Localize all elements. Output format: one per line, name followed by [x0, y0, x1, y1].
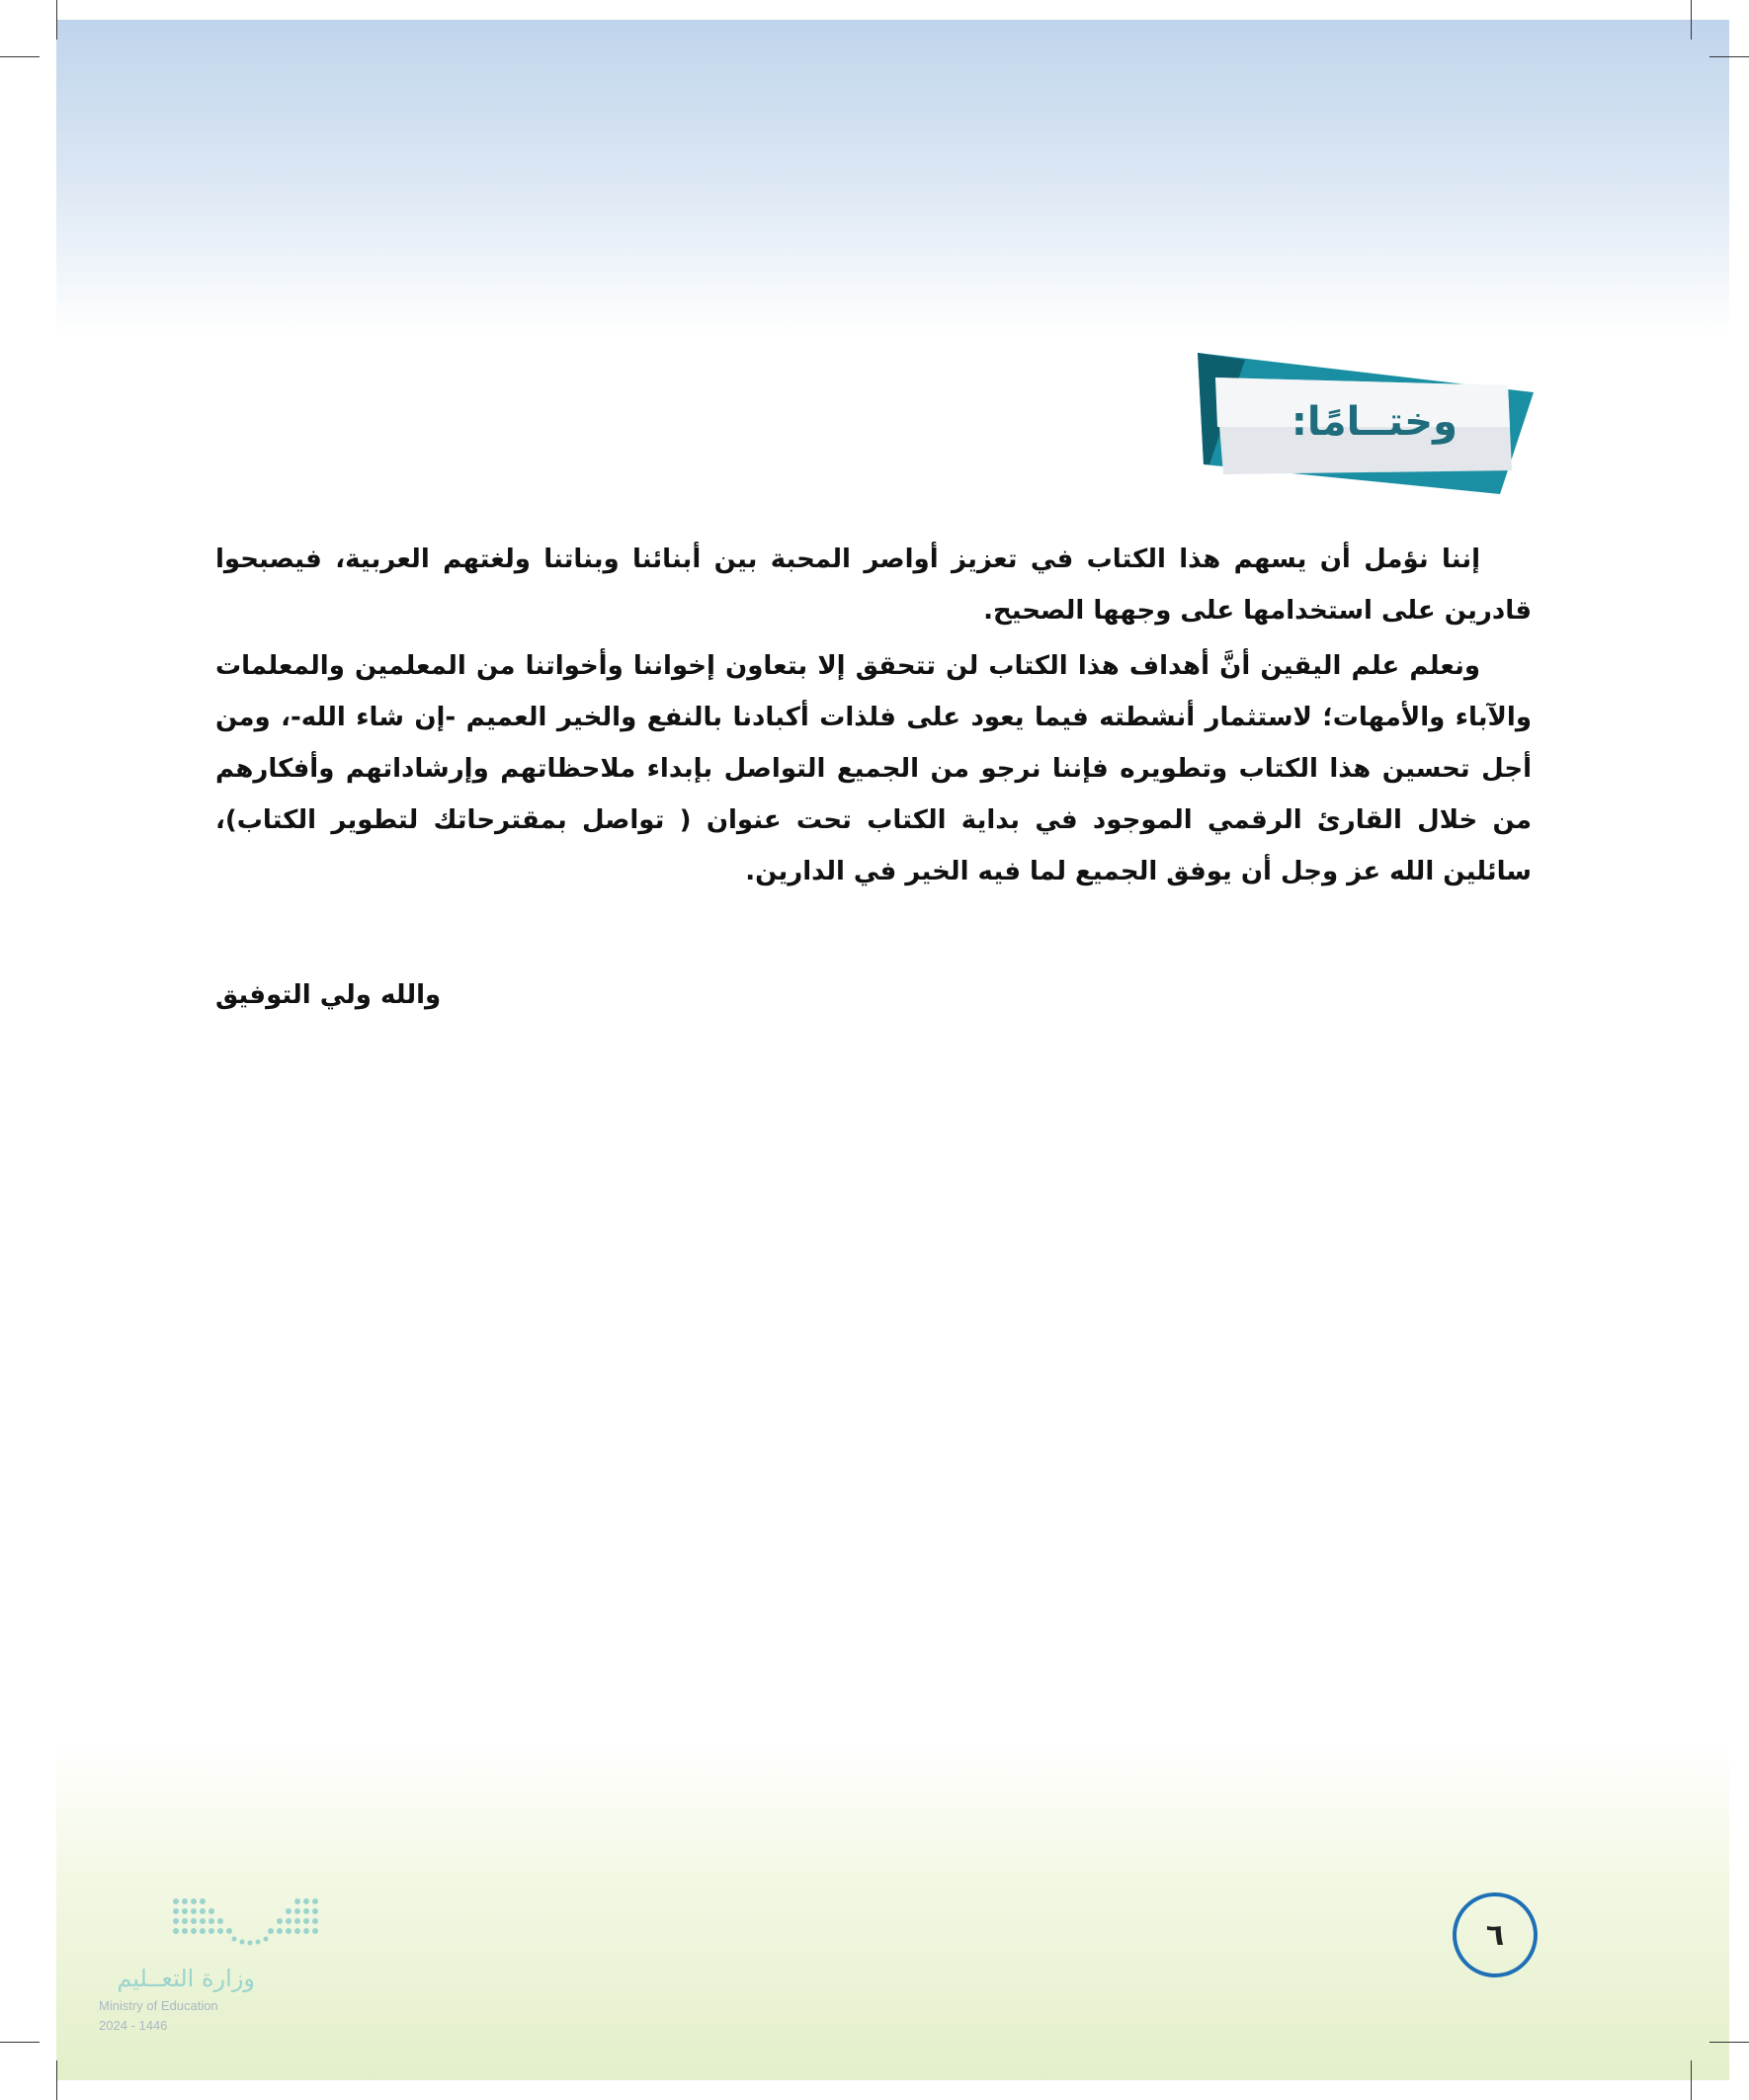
- body-text: [215, 534, 1532, 901]
- ministry-english-name: Ministry of Education: [99, 1998, 218, 2013]
- paragraph: إننا نؤمل أن يسهم هذا الكتاب في تعزيز أواصر المحبة بين أبنائنا وبناتنا ولغتهم العربية، فيصبحوا قادرين على استخدامها على وجهها الصحيح.: [215, 545, 1532, 626]
- ministry-dots-icon: [171, 1895, 324, 1950]
- page-background: [56, 20, 1729, 2080]
- section-title: وختــامًا:: [1291, 399, 1458, 445]
- crop-mark: [0, 2042, 40, 2043]
- crop-mark: [1709, 2042, 1749, 2043]
- crop-mark: [56, 2060, 57, 2100]
- crop-mark: [1691, 2060, 1692, 2100]
- page-number: ٦: [1453, 1892, 1538, 1977]
- section-banner: [1186, 348, 1541, 496]
- paragraph: ونعلم علم اليقين أنَّ أهداف هذا الكتاب لن تتحقق إلا بتعاون إخواننا وأخواتنا من المعلمين والمعلمات والآباء والأمهات؛ لاستثمار أنشطته فيما يعود على فلذات أكبادنا بالنفع والخير العميم -إن شاء الله-، ومن أجل تحسين هذا الكتاب وتطويره فإننا نرجو من الجميع التواصل بإبداء ملاحظاتهم وإرشاداتهم وأفكارهم من خلال القارئ الرقمي الموجود في بداية الكتاب تحت عنوان ( تواصل بمقترحاتك لتطوير الكتاب)، سائلين الله عز وجل أن يوفق الجميع لما فيه الخير في الدارين.: [215, 651, 1532, 886]
- ministry-arabic-name: وزارة التعــليم: [117, 1965, 255, 1992]
- ministry-logo: [97, 1895, 334, 2034]
- crop-mark: [1691, 0, 1692, 40]
- crop-mark: [0, 56, 40, 57]
- crop-mark: [1709, 56, 1749, 57]
- crop-mark: [56, 0, 57, 40]
- ministry-year: 2024 - 1446: [99, 2018, 168, 2033]
- closing-line: والله ولي التوفيق: [215, 980, 442, 1010]
